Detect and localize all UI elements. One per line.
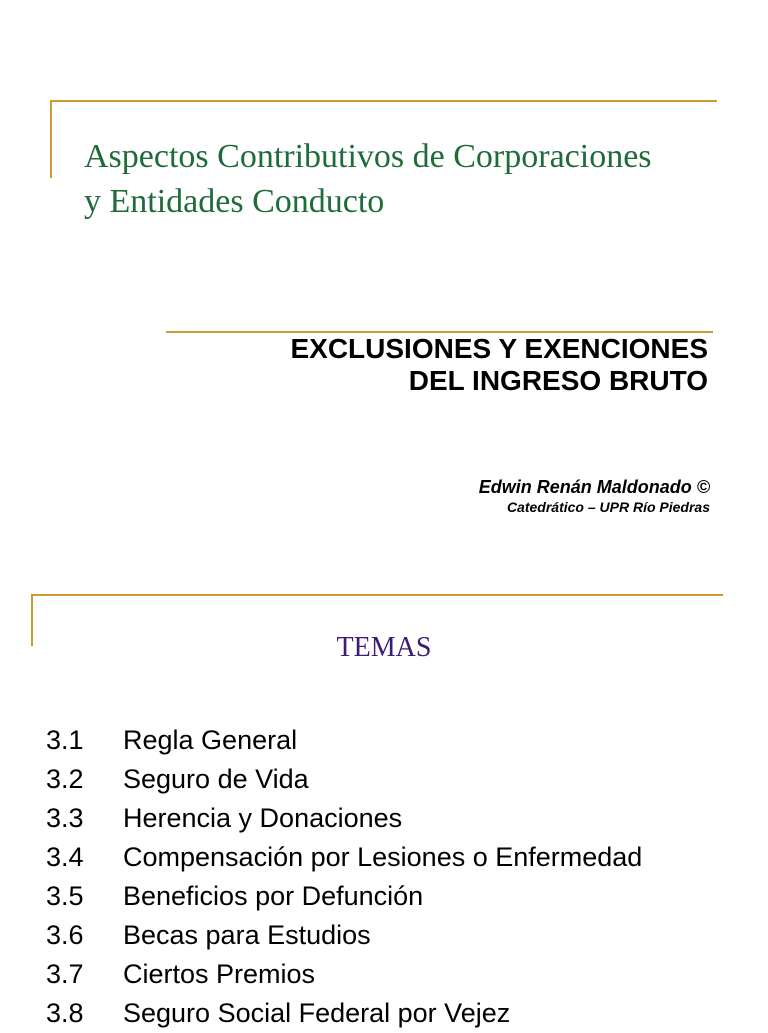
list-item <box>46 799 642 838</box>
topic-number: 3.1 <box>46 725 84 755</box>
list-item <box>46 721 642 760</box>
top-accent-line <box>50 100 717 102</box>
topic-label: Seguro Social Federal por Vejez <box>123 998 511 1028</box>
topics-slide <box>0 585 768 1028</box>
topics-heading: TEMAS <box>336 632 432 663</box>
author-name: Edwin Renán Maldonado © <box>478 477 710 497</box>
title-line-2: y Entidades Conducto <box>84 183 385 220</box>
topic-list <box>46 721 642 1033</box>
list-item <box>46 760 642 799</box>
topic-label: Ciertos Premios <box>123 959 316 989</box>
subtitle-line-2: DEL INGRESO BRUTO <box>408 365 708 396</box>
topic-label: Seguro de Vida <box>123 764 309 794</box>
author-role: Catedrático – UPR Río Piedras <box>506 499 710 515</box>
presentation-title <box>84 134 744 224</box>
list-item <box>46 916 642 955</box>
author-block <box>479 476 710 516</box>
top-accent-line <box>31 594 723 596</box>
list-item <box>46 955 642 994</box>
topic-number: 3.6 <box>46 920 84 950</box>
topic-number: 3.7 <box>46 959 84 989</box>
topic-number: 3.8 <box>46 998 84 1028</box>
topic-label: Regla General <box>123 725 298 755</box>
presentation-subtitle <box>290 333 708 397</box>
topic-number: 3.2 <box>46 764 84 794</box>
list-item <box>46 838 642 877</box>
topic-label: Compensación por Lesiones o Enfermedad <box>123 842 643 872</box>
topic-label: Herencia y Donaciones <box>123 803 403 833</box>
topic-label: Becas para Estudios <box>123 920 371 950</box>
topic-number: 3.3 <box>46 803 84 833</box>
title-line-1: Aspectos Contributivos de Corporaciones <box>84 138 652 175</box>
topic-number: 3.5 <box>46 881 84 911</box>
subtitle-line-1: EXCLUSIONES Y EXENCIONES <box>290 333 708 364</box>
left-accent-line <box>50 100 52 178</box>
list-item <box>46 877 642 916</box>
topic-number: 3.4 <box>46 842 84 872</box>
topic-label: Beneficios por Defunción <box>123 881 424 911</box>
list-item <box>46 994 642 1033</box>
